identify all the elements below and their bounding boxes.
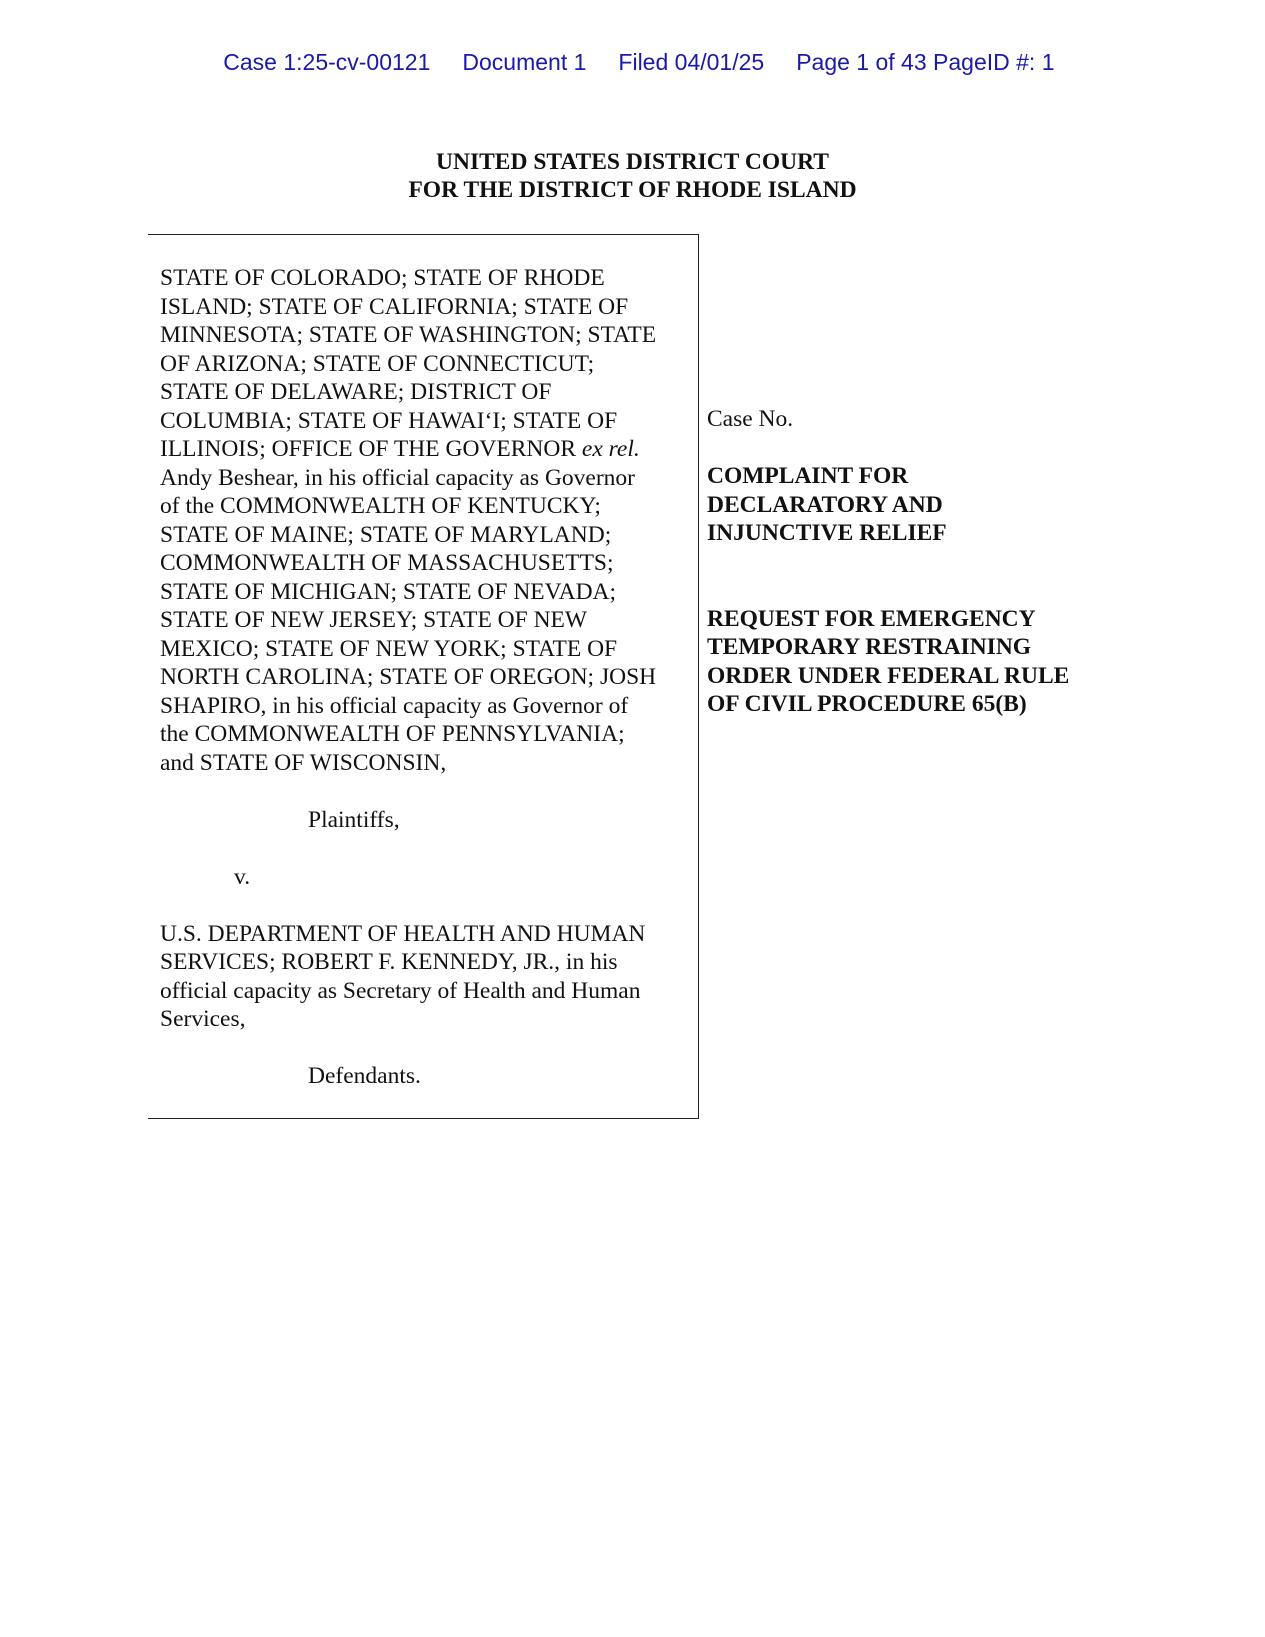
defendant-line: U.S. DEPARTMENT OF HEALTH AND HUMAN bbox=[160, 920, 646, 947]
plaintiff-line: STATE OF COLORADO; STATE OF RHODE bbox=[160, 265, 605, 291]
plaintiff-line: MINNESOTA; STATE OF WASHINGTON; STATE bbox=[160, 322, 657, 348]
court-title bbox=[0, 148, 1265, 204]
case-number: Case 1:25-cv-00121 bbox=[223, 49, 431, 75]
plaintiff-line: OF ARIZONA; STATE OF CONNECTICUT; bbox=[160, 350, 595, 377]
request-title-line: TEMPORARY RESTRAINING bbox=[707, 634, 1032, 660]
defendant-line: official capacity as Secretary of Health and Human bbox=[160, 977, 641, 1004]
plaintiff-line: the COMMONWEALTH OF PENNSYLVANIA; bbox=[160, 721, 625, 747]
plaintiff-line: STATE OF MAINE; STATE OF MARYLAND; bbox=[160, 521, 612, 548]
complaint-title-line: INJUNCTIVE RELIEF bbox=[707, 520, 947, 546]
complaint-title-line: COMPLAINT FOR bbox=[707, 463, 909, 489]
versus: v. bbox=[234, 863, 251, 890]
defendant-line: SERVICES; ROBERT F. KENNEDY, JR., in his bbox=[160, 949, 618, 975]
plaintiff-line bbox=[160, 435, 700, 464]
court-title-line-1: UNITED STATES DISTRICT COURT bbox=[436, 149, 829, 175]
court-title-line-2: FOR THE DISTRICT OF RHODE ISLAND bbox=[408, 177, 857, 203]
plaintiff-line: of the COMMONWEALTH OF KENTUCKY; bbox=[160, 493, 601, 519]
plaintiff-line: MEXICO; STATE OF NEW YORK; STATE OF bbox=[160, 635, 618, 662]
page-info: Page 1 of 43 PageID #: 1 bbox=[796, 49, 1055, 75]
case-info-column bbox=[707, 405, 1127, 719]
plaintiffs-label: Plaintiffs, bbox=[308, 806, 400, 833]
plaintiff-line: STATE OF DELAWARE; DISTRICT OF bbox=[160, 379, 552, 405]
plaintiff-line: STATE OF NEW JERSEY; STATE OF NEW bbox=[160, 607, 588, 633]
filed-date: Filed 04/01/25 bbox=[618, 49, 765, 75]
plaintiff-line: COLUMBIA; STATE OF HAWAI‘I; STATE OF bbox=[160, 407, 618, 434]
plaintiff-line: and STATE OF WISCONSIN, bbox=[160, 749, 447, 776]
plaintiff-line: STATE OF MICHIGAN; STATE OF NEVADA; bbox=[160, 578, 617, 605]
plaintiff-line-text: ILLINOIS; OFFICE OF THE GOVERNOR bbox=[160, 436, 582, 462]
defendants-label: Defendants. bbox=[308, 1063, 421, 1089]
plaintiff-line: Andy Beshear, in his official capacity as Governor bbox=[160, 464, 636, 491]
plaintiff-line: NORTH CAROLINA; STATE OF OREGON; JOSH bbox=[160, 664, 657, 690]
ecf-header bbox=[0, 22, 1265, 76]
request-title-line: REQUEST FOR EMERGENCY bbox=[707, 605, 1036, 632]
plaintiff-line: ISLAND; STATE OF CALIFORNIA; STATE OF bbox=[160, 293, 629, 320]
document-number: Document 1 bbox=[462, 49, 587, 75]
plaintiff-line: SHAPIRO, in his official capacity as Governor of bbox=[160, 692, 629, 719]
defendant-line: Services, bbox=[160, 1006, 246, 1032]
request-title-line: ORDER UNDER FEDERAL RULE bbox=[707, 662, 1070, 689]
complaint-title-line: DECLARATORY AND bbox=[707, 491, 943, 518]
case-no-label: Case No. bbox=[707, 406, 794, 432]
request-title-line: OF CIVIL PROCEDURE 65(B) bbox=[707, 691, 1027, 717]
plaintiff-line: COMMONWEALTH OF MASSACHUSETTS; bbox=[160, 550, 614, 576]
parties-block bbox=[160, 264, 700, 1091]
ex-rel: ex rel. bbox=[581, 436, 640, 462]
